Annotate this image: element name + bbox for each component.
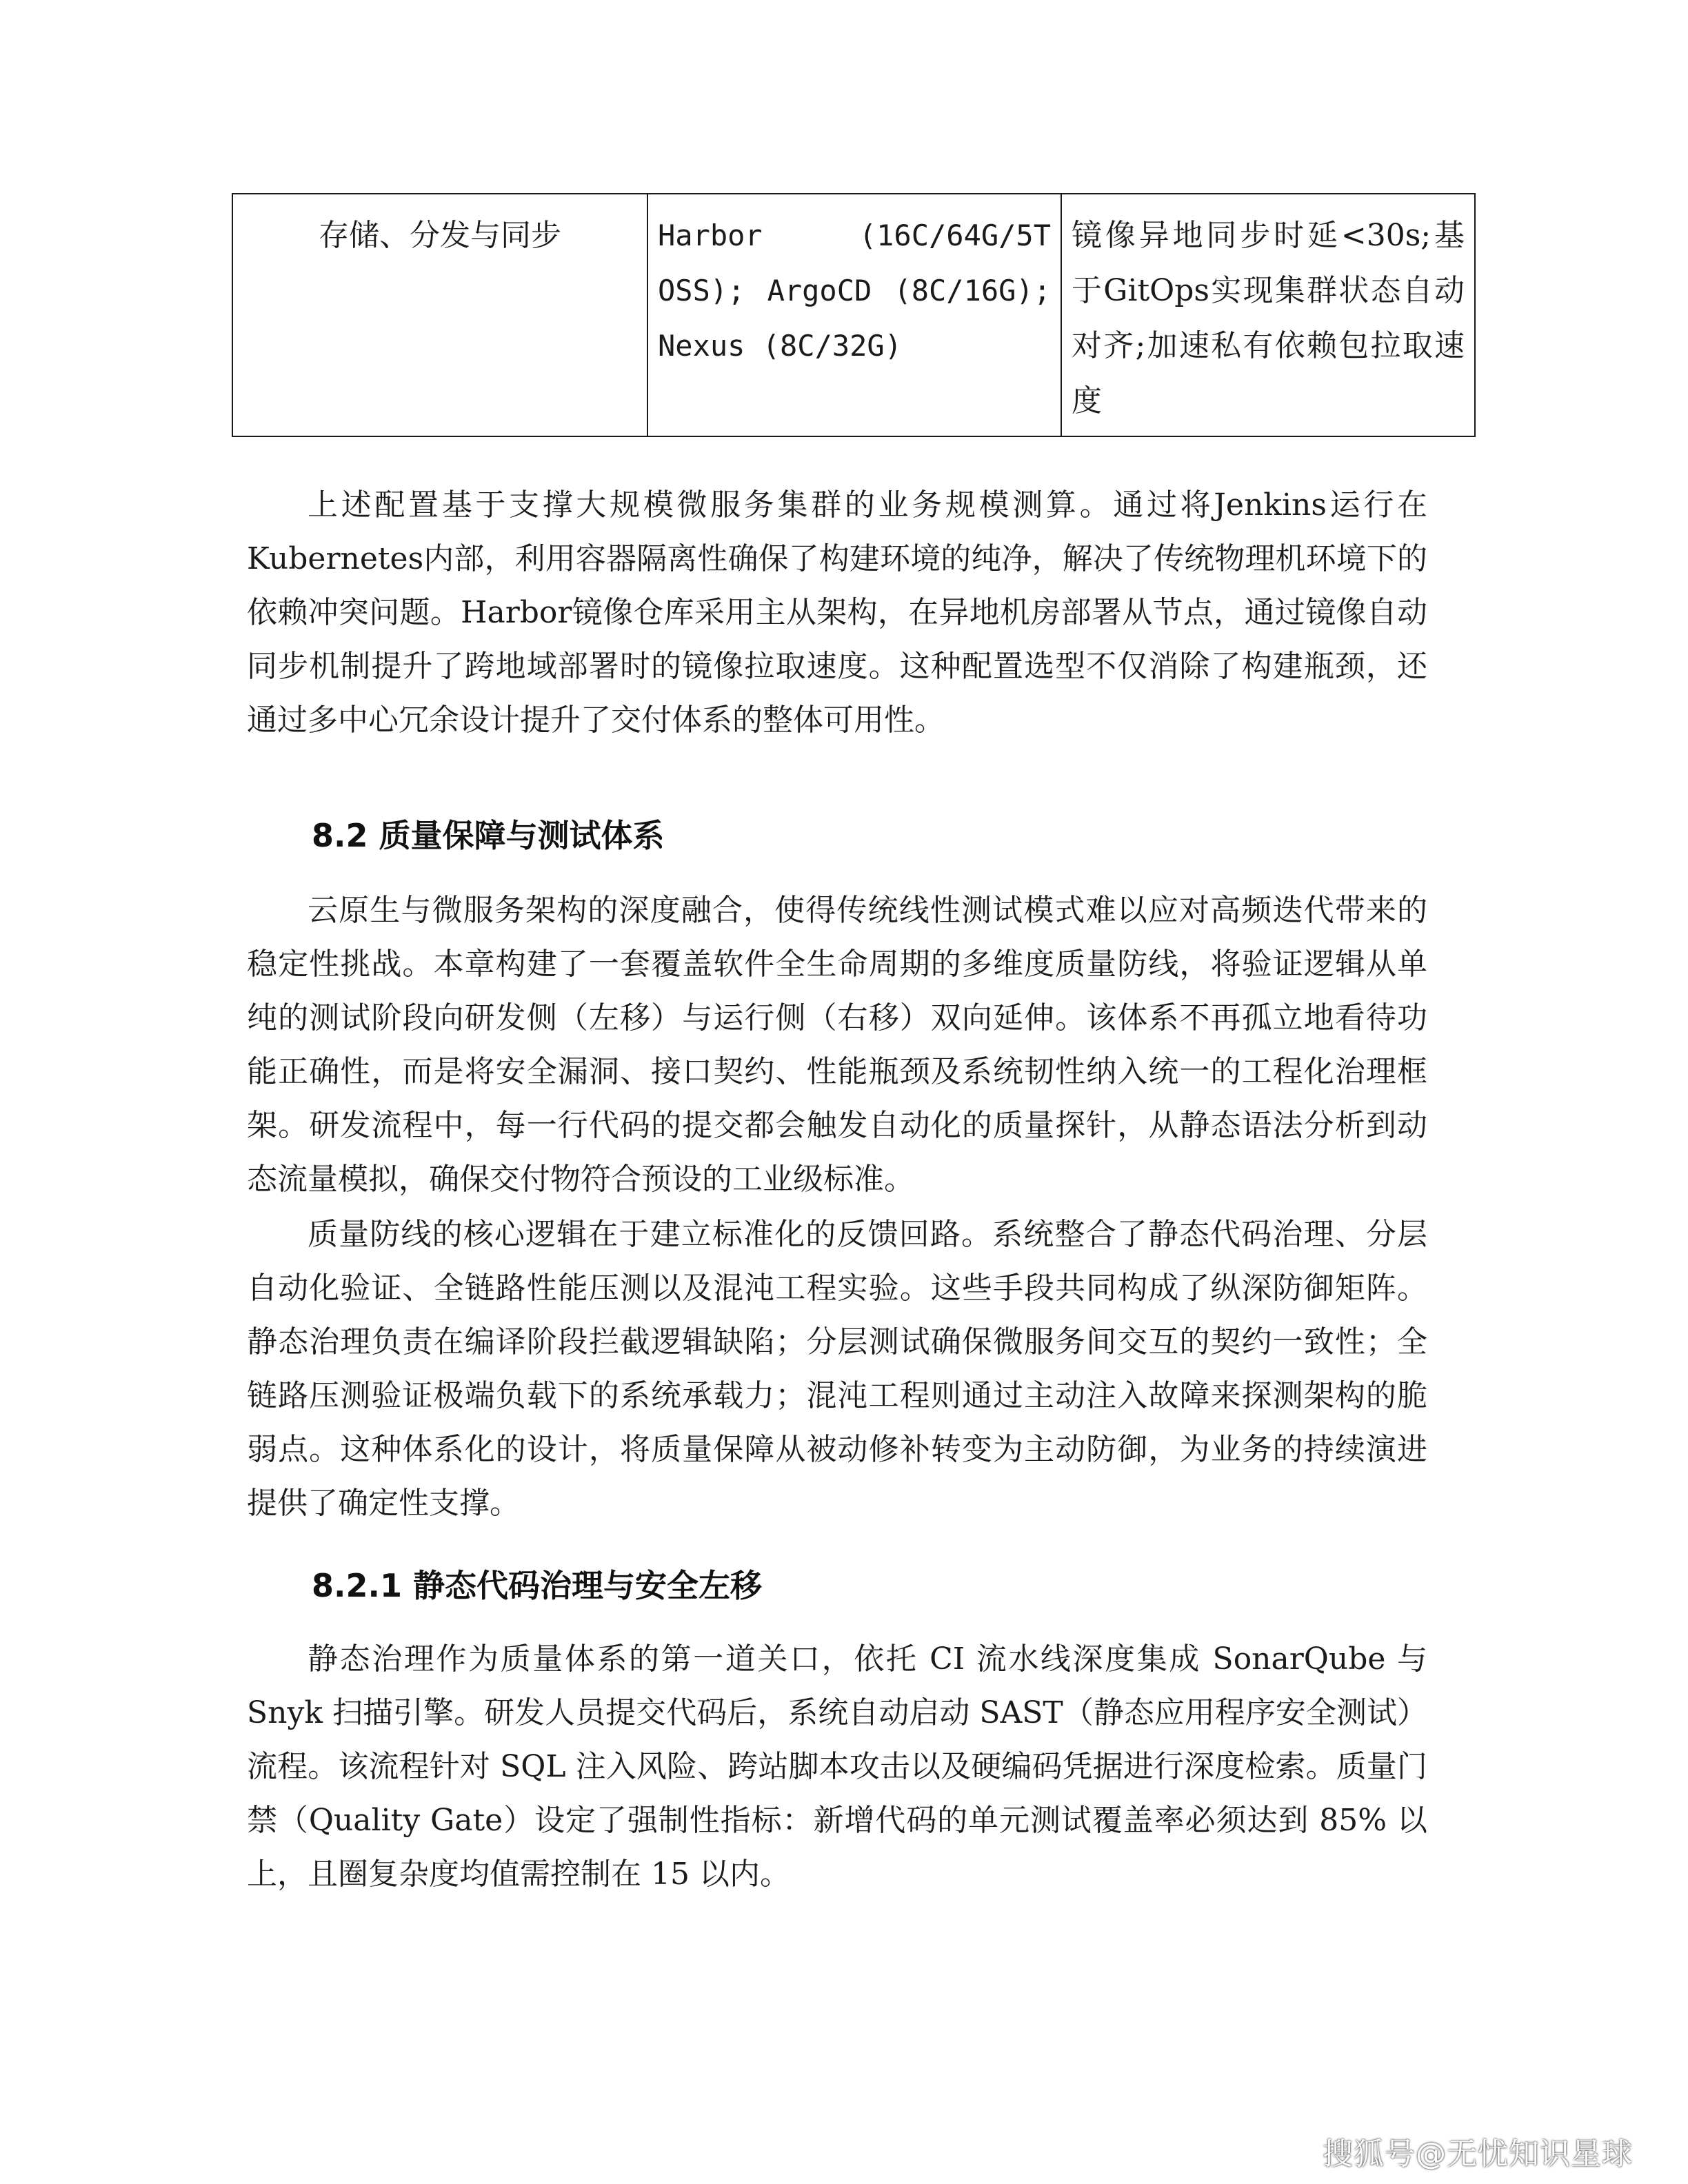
paragraph-static-governance: 静态治理作为质量体系的第一道关口，依托 CI 流水线深度集成 SonarQube 与 Snyk 扫描引擎。研发人员提交代码后，系统自动启动 SAST（静态应用程序安全测试）流程。该流程针对 SQL 注入风险、跨站脚本攻击以及硬编码凭据进行深度检索。质量门禁（Quality Gate）设定了强制性指标：新增代码的单元测试覆盖率必须达到 85% 以上，且圈复杂度均值需控制在 15 以内。 — [247, 1641, 1427, 1892]
config-table — [232, 193, 1476, 437]
paragraph-quality-intro: 云原生与微服务架构的深度融合，使得传统线性测试模式难以应对高频迭代带来的稳定性挑战。本章构建了一套覆盖软件全生命周期的多维度质量防线，将验证逻辑从单纯的测试阶段向研发侧（左移）与运行侧（右移）双向延伸。该体系不再孤立地看待功能正确性，而是将安全漏洞、接口契约、性能瓶颈及系统韧性纳入统一的工程化治理框架。研发流程中，每一行代码的提交都会触发自动化的质量探针，从静态语法分析到动态流量模拟，确保交付物符合预设的工业级标准。 — [247, 893, 1427, 1197]
watermark-text: 搜狐号@无忧知识星球 — [1323, 2136, 1633, 2172]
table-row — [232, 194, 1475, 436]
config-text: Harbor (16C/64G/5T OSS); ArgoCD (8C/16G); Nexus (8C/32G) — [658, 219, 1051, 363]
table-cell-effect — [1061, 194, 1475, 436]
section-heading-8-2-1: 8.2.1 静态代码治理与安全左移 — [312, 1567, 762, 1604]
effect-text: 镜像异地同步时延<30s;基于GitOps实现集群状态自动对齐;加速私有依赖包拉取速度 — [1072, 218, 1465, 418]
paragraph-quality-core: 质量防线的核心逻辑在于建立标准化的反馈回路。系统整合了静态代码治理、分层自动化验证、全链路性能压测以及混沌工程实验。这些手段共同构成了纵深防御矩阵。静态治理负责在编译阶段拦截逻辑缺陷；分层测试确保微服务间交互的契约一致性；全链路压测验证极端负载下的系统承载力；混沌工程则通过主动注入故障来探测架构的脆弱点。这种体系化的设计，将质量保障从被动修补转变为主动防御，为业务的持续演进提供了确定性支撑。 — [247, 1217, 1427, 1521]
section-heading-8-2: 8.2 质量保障与测试体系 — [312, 817, 665, 854]
paragraph-config-summary: 上述配置基于支撑大规模微服务集群的业务规模测算。通过将Jenkins运行在Kubernetes内部，利用容器隔离性确保了构建环境的纯净，解决了传统物理机环境下的依赖冲突问题。Harbor镜像仓库采用主从架构，在异地机房部署从节点，通过镜像自动同步机制提升了跨地域部署时的镜像拉取速度。这种配置选型不仅消除了构建瓶颈，还通过多中心冗余设计提升了交付体系的整体可用性。 — [247, 487, 1427, 738]
table-cell-config — [647, 194, 1061, 436]
category-text: 存储、分发与同步 — [319, 218, 561, 253]
table-cell-category — [232, 194, 647, 436]
